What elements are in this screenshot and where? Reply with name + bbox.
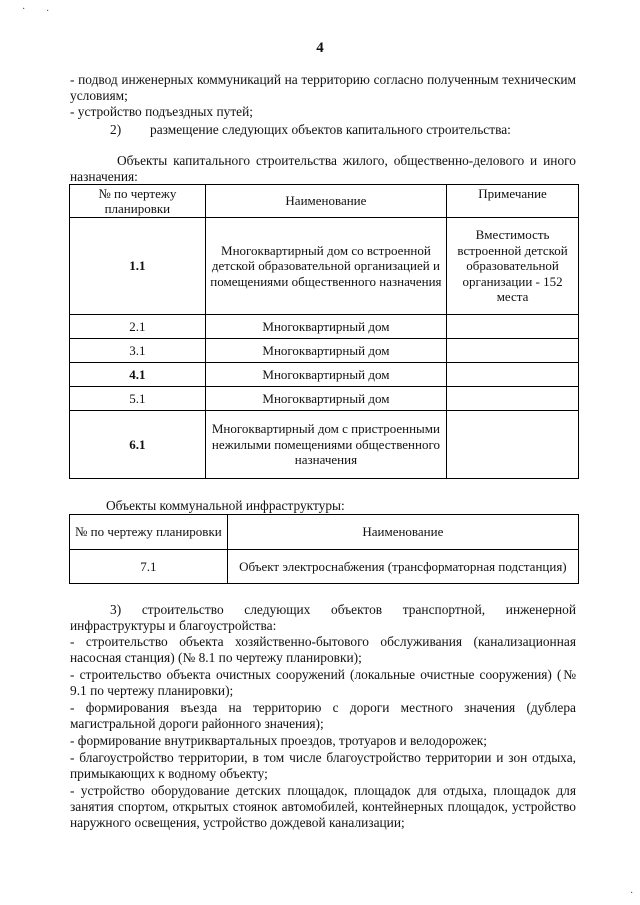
row-name: Многоквартирный дом [205,387,446,411]
row-name: Многоквартирный дом [205,363,446,387]
row-name: Многоквартирный дом со встроенной детской образовательной организацией и помещениями общественного назначения [205,218,446,315]
table-row [70,387,579,411]
row-number: 3.1 [70,339,206,363]
item-3-line: - строительство объекта очистных сооружений (локальные очистные сооружения) (№ 9.1 по чертежу планировки); [70,667,576,698]
row-number: 1.1 [70,218,206,315]
table-row [70,218,579,315]
row-note [447,339,579,363]
table-row [70,339,579,363]
row-name: Многоквартирный дом с пристроенными нежилыми помещениями общественного назначения [205,411,446,479]
table-row [70,363,579,387]
item-2 [70,122,576,138]
intro-line: - устройство подъездных путей; [70,104,254,119]
item-2-number: 2) [110,122,122,137]
item-3-line: - строительство объекта хозяйственно-бытового обслуживания (канализационная насосная станция) (№ 8.1 по чертежу планировки); [70,634,576,665]
scan-mark: · [46,6,50,17]
row-note [447,315,579,339]
header-cell: Примечание [447,185,579,218]
table-header-row [70,185,579,218]
table-row [70,315,579,339]
scan-mark: · [630,888,634,899]
table2-caption: Объекты коммунальной инфраструктуры: [106,498,345,513]
page-number: 4 [316,40,324,56]
row-number: 2.1 [70,315,206,339]
row-note: Вместимость встроенной детской образовательной организации - 152 места [447,218,579,315]
row-note [447,387,579,411]
row-number: 6.1 [70,411,206,479]
item-2-text: размещение следующих объектов капитального строительства: [150,122,511,137]
table1-caption: Объекты капитального строительства жилого, общественно-делового и иного назначения: [70,153,576,184]
scan-mark: · [22,4,26,15]
item-3-line: - устройство оборудование детских площадок, площадок для отдыха, площадок для занятия спортом, открытых стоянок автомобилей, контейнерных площадок, устройство наружного освещения, устройство дождевой канализации; [70,783,576,830]
table-row [70,411,579,479]
table-header-row [70,515,579,550]
item-3-line: - формирования въезда на территорию с дороги местного значения (дублера магистральной дороги районного значения); [70,700,576,731]
table-row [70,550,579,584]
item-3-line: - благоустройство территории, в том числе благоустройство территории и зон отдыха, примыкающих к водному объекту; [70,750,576,781]
intro-line: - подвод инженерных коммуникаций на территорию согласно полученным техническим условиям; [70,72,576,103]
row-number: 4.1 [70,363,206,387]
header-cell: Наименование [227,515,578,550]
row-note [447,411,579,479]
table-capital-objects [69,184,579,479]
row-name: Многоквартирный дом [205,315,446,339]
item-3: 3) строительство следующих объектов транспортной, инженерной инфраструктуры и благоустройства: [70,602,576,633]
header-cell: № по чертежу планировки [70,515,228,550]
row-number: 7.1 [70,550,228,584]
item-3-line: - формирование внутриквартальных проездов, тротуаров и велодорожек; [70,733,487,748]
row-number: 5.1 [70,387,206,411]
header-cell: № по чертежу планировки [70,185,206,218]
table-utility-objects [69,514,579,584]
row-name: Многоквартирный дом [205,339,446,363]
header-cell: Наименование [205,185,446,218]
row-name: Объект электроснабжения (трансформаторная подстанция) [227,550,578,584]
row-note [447,363,579,387]
